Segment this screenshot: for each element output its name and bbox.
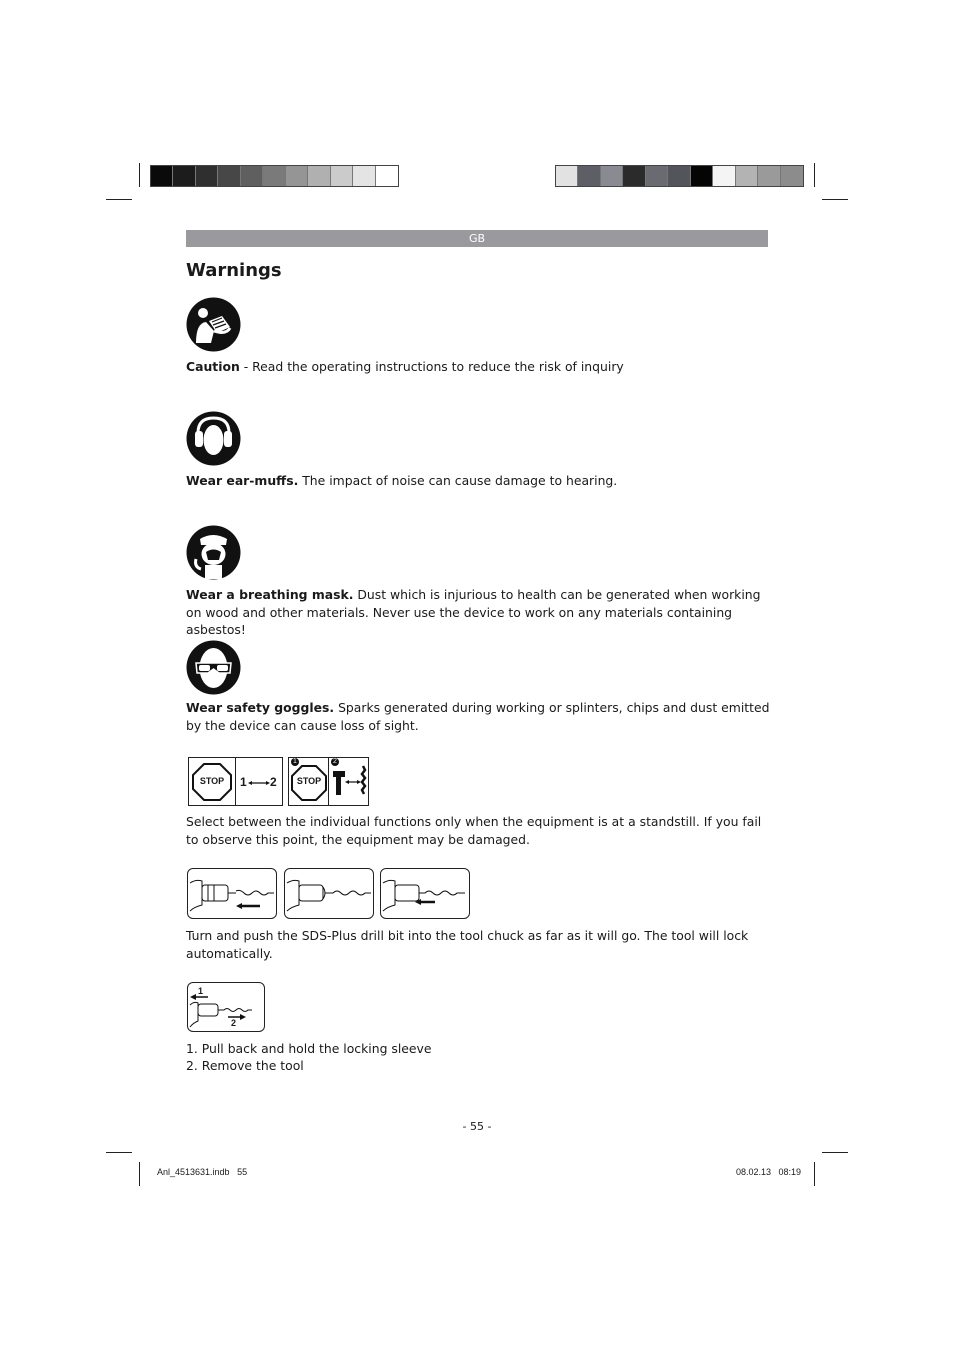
stop-switch-figure-b [288,757,330,806]
warning-ear-muffs-text: The impact of noise can cause damage to hearing. [298,473,618,488]
mode-2-label: 2 [270,775,277,789]
insert-bit-figure-3 [380,868,470,919]
stop-label: STOP [296,776,322,786]
color-swatch [218,166,240,186]
page-title: Warnings [186,260,282,281]
color-swatch [623,166,645,186]
warning-breathing-mask [186,586,771,639]
color-swatch [353,166,375,186]
color-swatch [736,166,758,186]
marker-2: 2 [331,758,339,766]
warning-breathing-mask-text: Dust which is injurious to health can be generated when working on wood and other materials. Never use the device to work on any materials containing asbestos! [186,587,761,637]
warning-safety-goggles-text: Sparks generated during working or splinters, chips and dust emitted by the device can cause loss of sight. [186,700,770,733]
marker-1: 1 [291,758,299,766]
color-swatch [646,166,668,186]
color-swatch [151,166,173,186]
color-swatch [578,166,600,186]
language-bar: GB [186,230,768,247]
crop-mark [106,1152,132,1153]
warning-ear-muffs [186,472,771,490]
color-swatch [556,166,578,186]
crop-mark [822,1152,848,1153]
color-swatch [331,166,353,186]
mode-switch-figure [235,757,283,806]
warning-safety-goggles [186,699,771,734]
removal-step-2-label: 2 [231,1018,237,1028]
color-swatch [713,166,735,186]
crop-mark [822,199,848,200]
insert-bit-text: Turn and push the SDS-Plus drill bit into the tool chuck as far as it will go. The tool will lock automatically. [186,928,749,961]
color-swatch [781,166,803,186]
crop-mark [814,163,815,187]
color-bar-right [555,165,804,187]
color-swatch [308,166,330,186]
removal-step-1: 1. Pull back and hold the locking sleeve [186,1041,432,1056]
crop-mark [139,1162,140,1186]
color-swatch [263,166,285,186]
stop-switch-figure-a [188,757,236,806]
warning-caution-text: - Read the operating instructions to reduce the risk of inquiry [239,359,624,374]
file-name: Anl_4513631.indb 55 [157,1167,248,1177]
color-swatch [196,166,218,186]
warning-breathing-mask-title: Wear a breathing mask. [186,587,354,602]
color-swatch [691,166,713,186]
remove-bit-figure [187,982,265,1032]
removal-step-1-label: 1 [198,986,204,996]
drill-chuck-illustration [188,869,276,918]
safety-goggles-icon [186,640,241,695]
drill-chuck-illustration [285,869,373,918]
ear-muffs-icon [186,411,241,466]
insert-bit-figure-2 [284,868,374,919]
stop-label: STOP [199,776,225,786]
color-swatch [376,166,398,186]
removal-step-2: 2. Remove the tool [186,1058,304,1073]
color-swatch [286,166,308,186]
crop-mark [106,199,132,200]
hammer-drill-icon [329,758,368,805]
mode-1-label: 1 [240,775,247,789]
hammer-mode-figure [328,757,369,806]
double-arrow-icon [248,780,270,786]
breathing-mask-icon [186,525,241,580]
color-bar-left [150,165,399,187]
color-swatch [601,166,623,186]
warning-safety-goggles-title: Wear safety goggles. [186,700,335,715]
read-manual-icon [186,297,241,352]
warning-caution-title: Caution [186,359,240,374]
color-swatch [173,166,195,186]
insert-bit-figure-1 [187,868,277,919]
color-swatch [241,166,263,186]
print-date-time: 08.02.13 08:19 [736,1167,802,1177]
crop-mark [139,163,140,187]
color-swatch [758,166,780,186]
drill-chuck-illustration [381,869,469,918]
crop-mark [814,1162,815,1186]
select-functions-text: Select between the individual functions only when the equipment is at a standstill. If you fail to observe this point, the equipment may be damaged. [186,814,762,847]
warning-ear-muffs-title: Wear ear-muffs. [186,473,299,488]
page-number: - 55 - [462,1120,492,1133]
warning-caution [186,358,771,376]
color-swatch [668,166,690,186]
